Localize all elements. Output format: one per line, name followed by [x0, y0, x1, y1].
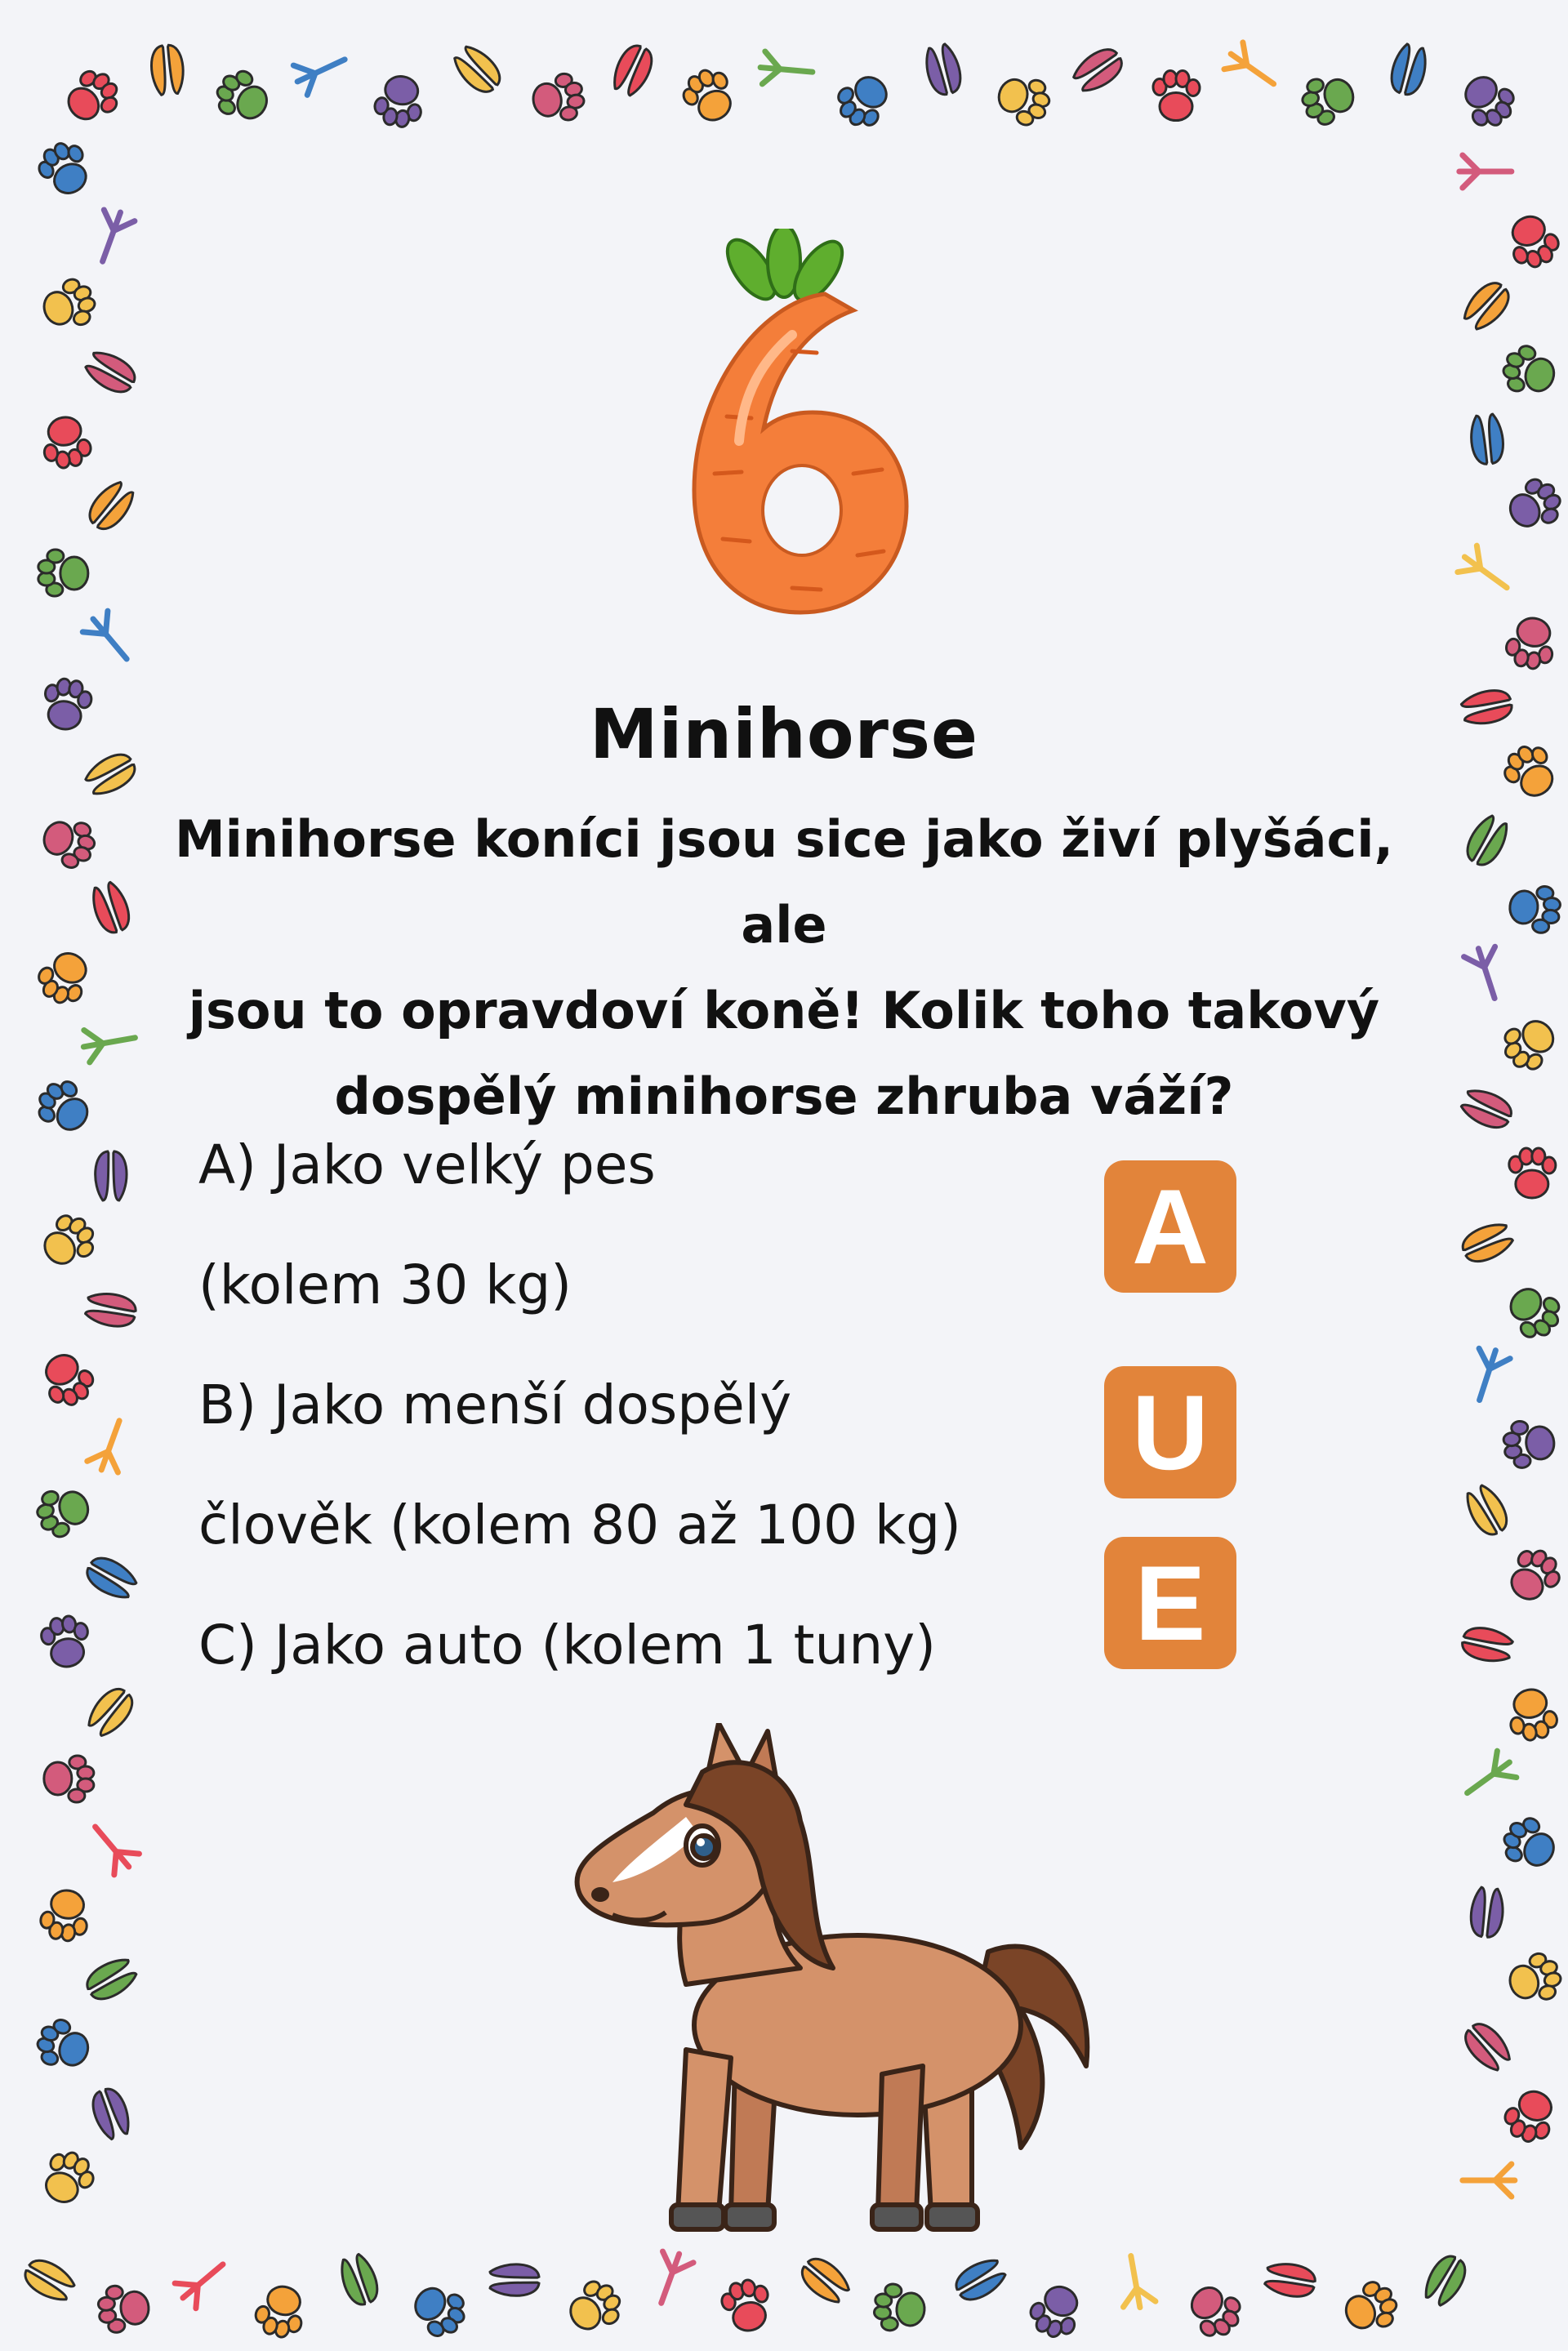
paw-print-icon: [252, 2282, 310, 2342]
letter-tile-a[interactable]: A: [1104, 1160, 1236, 1293]
paw-print-icon: [677, 63, 742, 129]
answer-c-line1: C) Jako auto (kolem 1 tuny): [198, 1614, 936, 1676]
bird-track-icon: [646, 2248, 694, 2309]
paw-print-icon: [372, 73, 427, 130]
paw-print-icon: [1509, 1148, 1556, 1198]
paw-print-icon: [38, 1886, 92, 1944]
bird-track-icon: [81, 608, 140, 670]
letter-tile-u[interactable]: U: [1104, 1366, 1236, 1498]
paw-print-icon: [405, 2278, 473, 2344]
hoof-print-icon: [83, 1683, 139, 1741]
letter-tile-e[interactable]: E: [1104, 1537, 1236, 1669]
hoof-print-icon: [951, 2254, 1009, 2305]
paw-print-icon: [1499, 1278, 1567, 1346]
bird-track-icon: [1458, 1749, 1519, 1806]
question-line: dospělý minihorse zhruba váží?: [334, 1066, 1234, 1126]
paw-print-icon: [38, 1613, 93, 1670]
paw-print-icon: [530, 71, 587, 126]
paw-print-icon: [1504, 1949, 1566, 2009]
hoof-print-icon: [1419, 2251, 1471, 2309]
bird-track-icon: [759, 51, 813, 88]
paw-print-icon: [1454, 67, 1521, 135]
hoof-print-icon: [149, 44, 185, 96]
hoof-print-icon: [1469, 413, 1505, 465]
bird-track-icon: [1459, 155, 1512, 188]
paw-print-icon: [1499, 2084, 1562, 2148]
answer-a-line2: (kolem 30 kg): [198, 1253, 572, 1316]
paw-print-icon: [1504, 1685, 1560, 1744]
hoof-print-icon: [1461, 1481, 1512, 1539]
hoof-print-icon: [20, 2254, 78, 2305]
question-line: jsou to opravdoví koně! Kolik toho takový: [188, 981, 1380, 1040]
paw-print-icon: [35, 2145, 100, 2211]
answer-b-line2: člověk (kolem 80 až 100 kg): [198, 1494, 961, 1556]
paw-print-icon: [830, 66, 898, 134]
bird-track-icon: [291, 45, 352, 96]
paw-print-icon: [97, 2283, 151, 2334]
question-text: [0, 796, 1568, 1139]
bird-track-icon: [87, 207, 136, 267]
hoof-print-icon: [1069, 43, 1127, 97]
paw-print-icon: [1496, 1811, 1562, 1877]
hoof-print-icon: [84, 1290, 138, 1329]
paw-print-icon: [1339, 2276, 1403, 2339]
hoof-print-icon: [1459, 277, 1516, 334]
paw-print-icon: [1499, 341, 1561, 401]
hoof-print-icon: [608, 41, 657, 99]
paw-print-icon: [38, 550, 88, 596]
paw-print-icon: [1180, 2277, 1248, 2344]
bird-track-icon: [1455, 544, 1517, 601]
paw-print-icon: [873, 2282, 927, 2333]
paw-print-icon: [39, 414, 94, 471]
hoof-print-icon: [1459, 2018, 1516, 2075]
cartoon-pony-icon: [564, 1723, 1102, 2246]
hoof-print-icon: [922, 42, 965, 98]
hoof-print-icon: [83, 478, 139, 536]
hoof-print-icon: [1469, 1886, 1505, 1939]
paw-print-icon: [34, 1208, 102, 1276]
paw-print-icon: [1501, 209, 1564, 274]
hoof-print-icon: [1263, 2260, 1317, 2300]
paw-print-icon: [38, 274, 100, 335]
paw-print-icon: [1501, 473, 1567, 538]
paw-print-icon: [210, 64, 276, 129]
paw-print-icon: [34, 1347, 100, 1413]
paw-print-icon: [1153, 71, 1200, 121]
hoof-print-icon: [1460, 1624, 1515, 1665]
paw-print-icon: [1024, 2278, 1087, 2343]
hoof-print-icon: [490, 2264, 539, 2295]
carrot-six-icon: [662, 229, 923, 621]
paw-print-icon: [992, 69, 1055, 130]
hoof-print-icon: [449, 42, 506, 99]
paw-print-icon: [32, 2015, 95, 2075]
hoof-print-icon: [82, 346, 140, 398]
bird-track-icon: [1115, 2253, 1156, 2310]
bird-track-icon: [86, 1415, 134, 1476]
hoof-print-icon: [796, 2252, 854, 2308]
paw-print-icon: [1503, 614, 1558, 673]
paw-print-icon: [58, 63, 126, 131]
question-line: Minihorse koníci jsou sice jako živí plyšáci, ale: [174, 809, 1394, 955]
hoof-print-icon: [88, 2085, 135, 2142]
bird-track-icon: [82, 1816, 141, 1877]
hoof-print-icon: [82, 1953, 140, 2005]
hoof-print-icon: [96, 1151, 127, 1200]
paw-print-icon: [44, 1756, 94, 1802]
hoof-print-icon: [336, 2251, 383, 2309]
page-title: Minihorse: [590, 694, 978, 774]
paw-print-icon: [1500, 1542, 1567, 1610]
bird-track-icon: [1464, 1345, 1512, 1405]
paw-print-icon: [1502, 1418, 1557, 1469]
paw-print-icon: [1297, 69, 1360, 129]
bird-track-icon: [1222, 41, 1283, 97]
bird-track-icon: [172, 2252, 234, 2311]
paw-print-icon: [561, 2274, 629, 2341]
answer-b-line1: B) Jako menší dospělý: [198, 1374, 792, 1436]
hoof-print-icon: [82, 1552, 140, 1603]
bird-track-icon: [1463, 2164, 1515, 2197]
hoof-print-icon: [1388, 42, 1431, 98]
hoof-print-icon: [1459, 1218, 1516, 1267]
paw-print-icon: [32, 1481, 95, 1542]
answer-a-line1: A) Jako velký pes: [198, 1133, 656, 1196]
paw-print-icon: [718, 2276, 776, 2336]
paw-print-icon: [33, 136, 98, 202]
